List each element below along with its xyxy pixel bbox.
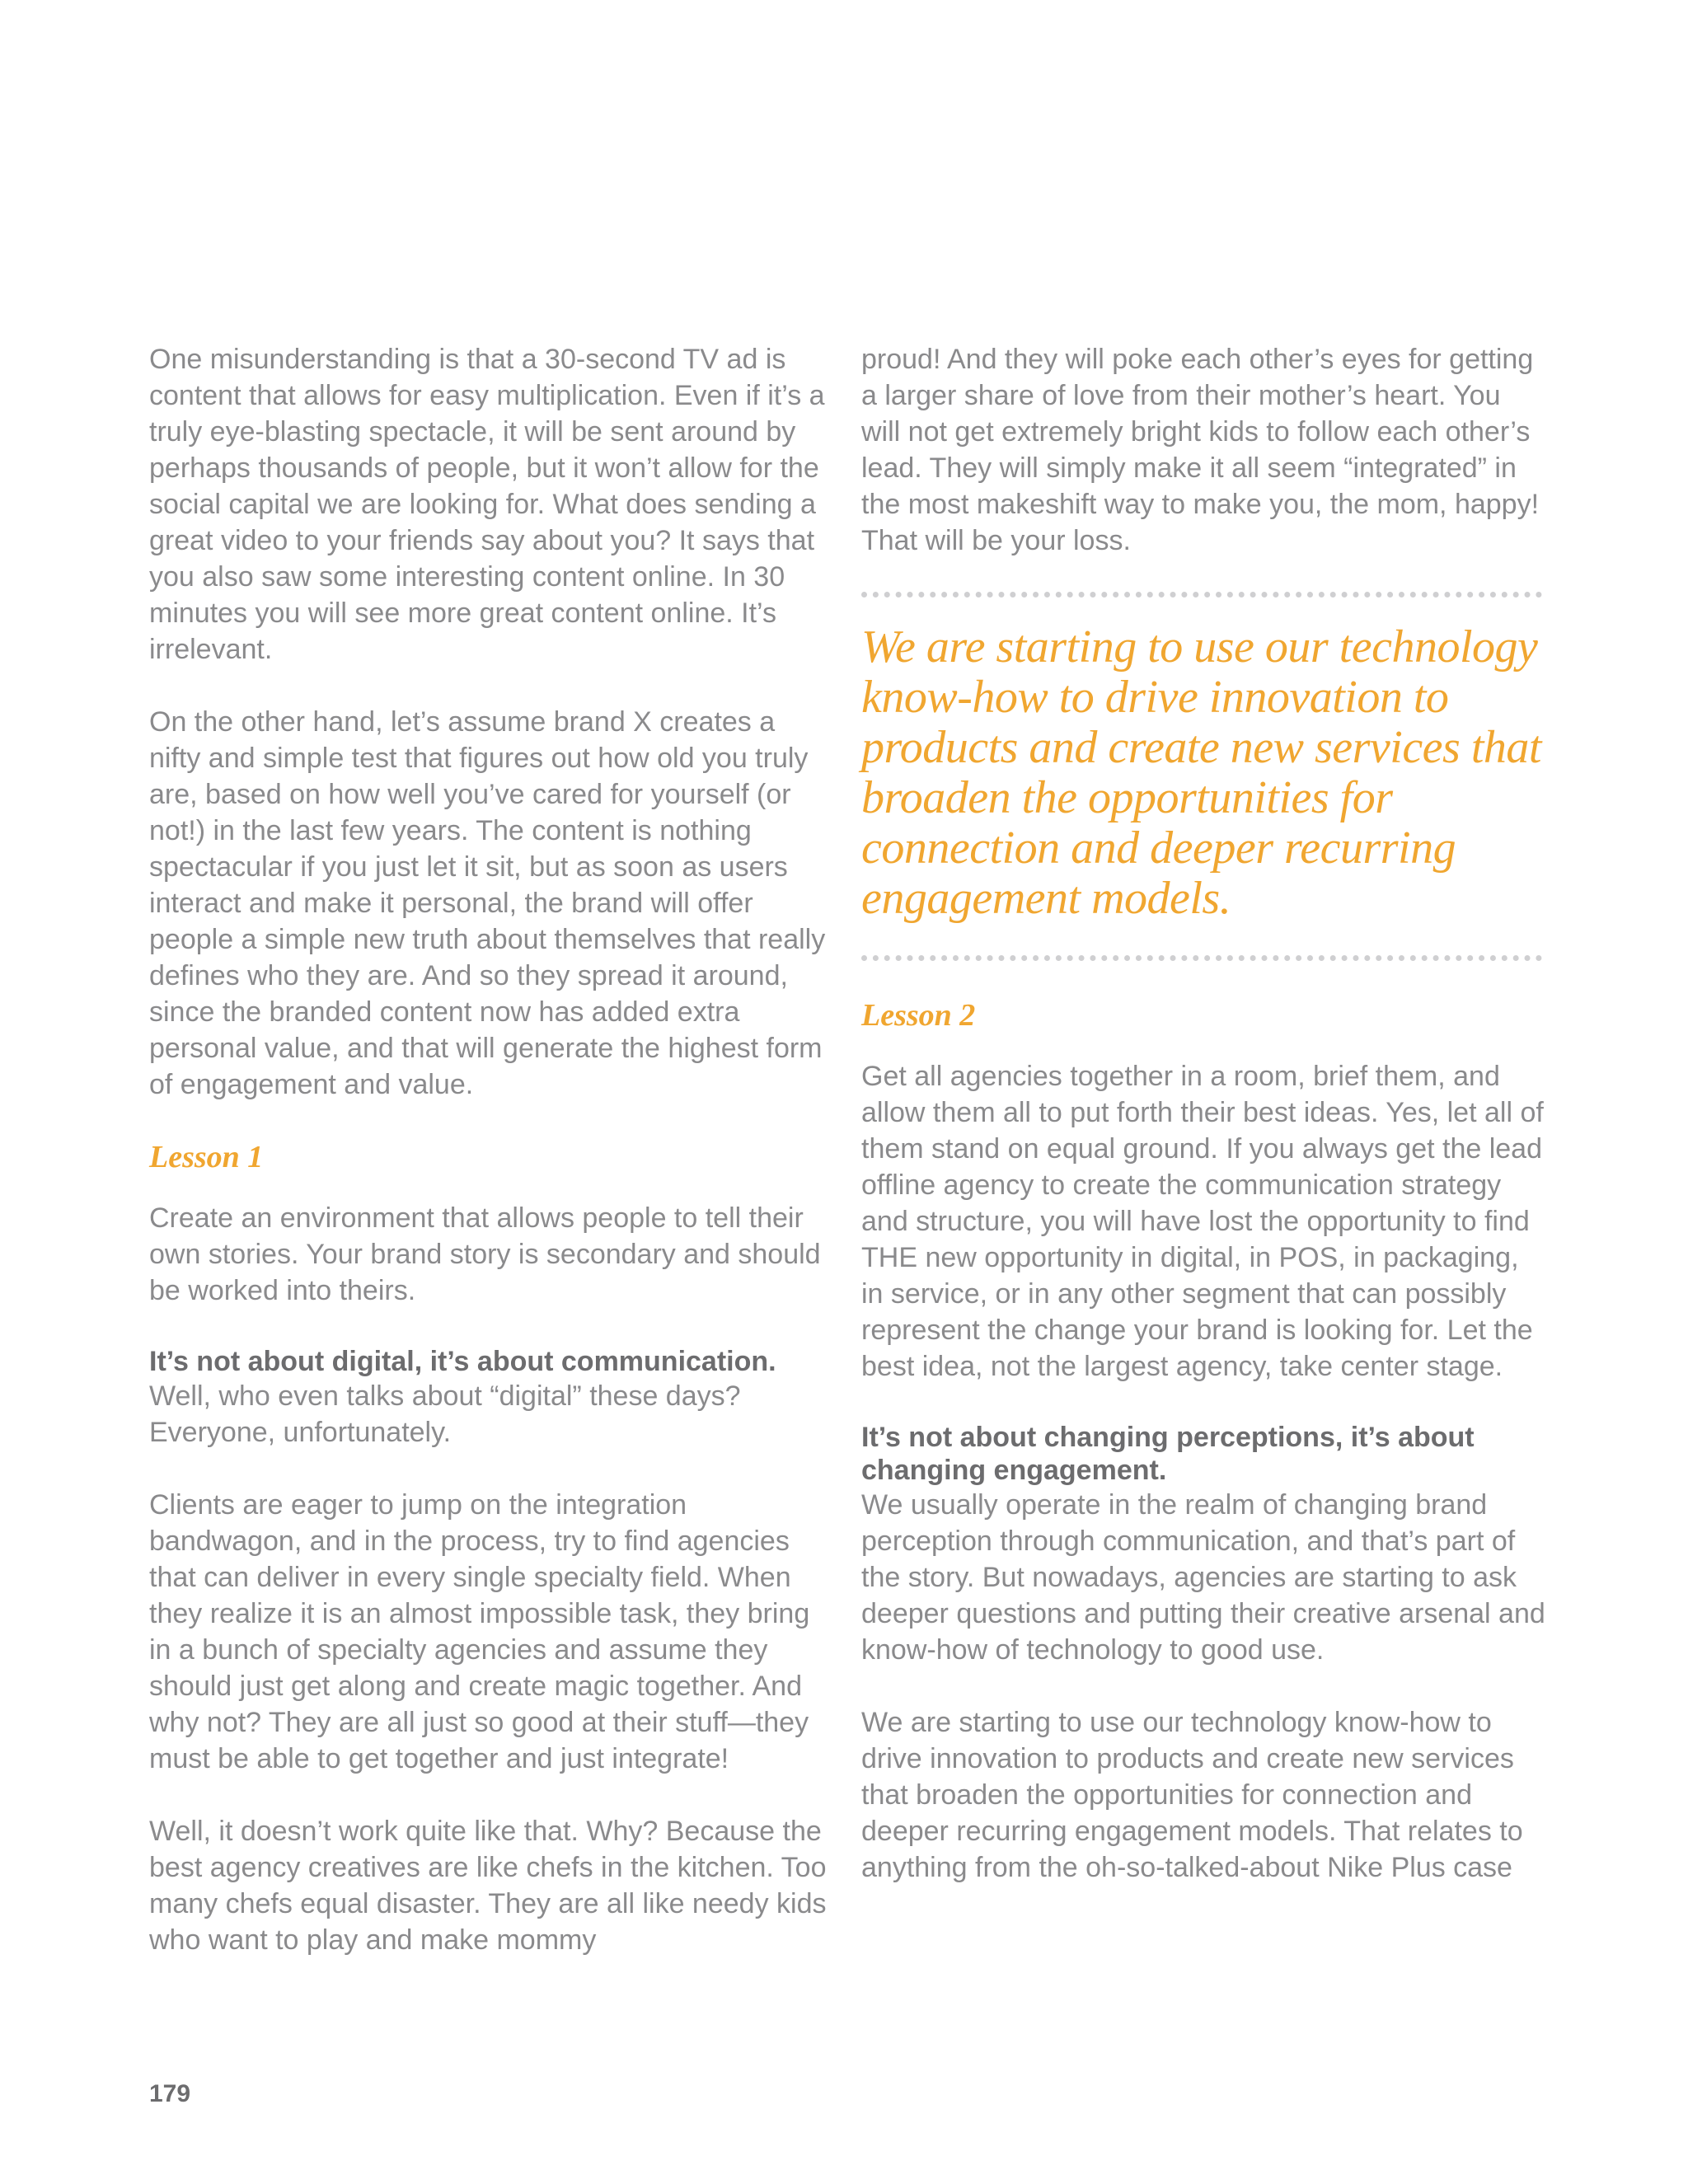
paragraph: Well, who even talks about “digital” these days? Everyone, unfortunately. — [149, 1380, 741, 1448]
paragraph: One misunderstanding is that a 30-second TV ad is content that allows for easy multiplication. Even if it’s a truly eye-blasting spectacle, it will be sent around by perhaps thousands of people, but it won’t allow for the social capital we are looking for. What does sending a great video to your friends say about you? It says that you also saw some interesting content online. In 30 minutes you will see more great content online. It’s irrelevant. — [149, 344, 825, 665]
dotted-rule-bottom — [861, 955, 1542, 961]
lesson-1-heading: Lesson 1 — [149, 1140, 264, 1174]
paragraph: On the other hand, let’s assume brand X creates a nifty and simple test that figures out how old you truly are, based on how well you’ve cared for yourself (or not!) in the last few years. The content is nothing spectacular if you just let it sit, but as soon as users interact and make it personal, the brand will offer people a simple new truth about themselves that really defines who they are. And so they spread it around, since the branded content now has added extra personal value, and that will generate the highest form of engagement and value. — [149, 706, 826, 1100]
paragraph: Well, it doesn’t work quite like that. Why? Because the best agency creatives are like chefs in the kitchen. Too many chefs equal disaster. They are all like needy kids who want to play and make mommy — [149, 1816, 827, 1956]
page-number: 179 — [149, 2080, 191, 2107]
pull-quote: We are starting to use our technology know-how to drive innovation to products and create new services that broaden the opportunities for connection and deeper recurring engagement models. — [861, 621, 1541, 924]
paragraph: proud! And they will poke each other’s eyes for getting a larger share of love from their mother’s heart. You will not get extremely bright kids to follow each other’s lead. They will simply make it all seem “integrated” in the most makeshift way to make you, the mom, happy! That will be your loss. — [861, 344, 1540, 556]
right-column — [861, 341, 1545, 1886]
dotted-rule-top — [861, 592, 1542, 598]
paragraph: We usually operate in the realm of changing brand perception through communication, and that’s part of the story. But nowadays, agencies are starting to ask deeper questions and putting their creative arsenal and know-how of technology to good use. — [861, 1489, 1545, 1666]
subheading: It’s not about changing perceptions, it’s about changing engagement. — [861, 1422, 1475, 1486]
paragraph: Clients are eager to jump on the integration bandwagon, and in the process, try to find agencies that can deliver in every single specialty field. When they realize it is an almost impossible task, they bring in a bunch of specialty agencies and assume they should just get along and create magic together. And why not? They are all just so good at their stuff—they must be able to get together and just integrate! — [149, 1489, 810, 1774]
left-column — [149, 341, 833, 1958]
paragraph: We are starting to use our technology know-how to drive innovation to products and create new services that broaden the opportunities for connection and deeper recurring engagement models. That relates to anything from the oh-so-talked-about Nike Plus case — [861, 1707, 1523, 1883]
lesson-2-text: Get all agencies together in a room, brief them, and allow them all to put forth their best ideas. Yes, let all of them stand on equal ground. If you always get the lead offline agency to create the communication strategy and structure, you will have lost the opportunity to find THE new opportunity in digital, in POS, in packaging, in service, or in any other segment that can possibly represent the change your brand is looking for. Let the best idea, not the largest agency, take center stage. — [861, 1061, 1544, 1382]
lesson-2-heading: Lesson 2 — [861, 998, 976, 1033]
lesson-1-text: Create an environment that allows people to tell their own stories. Your brand story is secondary and should be worked into theirs. — [149, 1202, 821, 1306]
subheading: It’s not about digital, it’s about communication. — [149, 1346, 776, 1377]
